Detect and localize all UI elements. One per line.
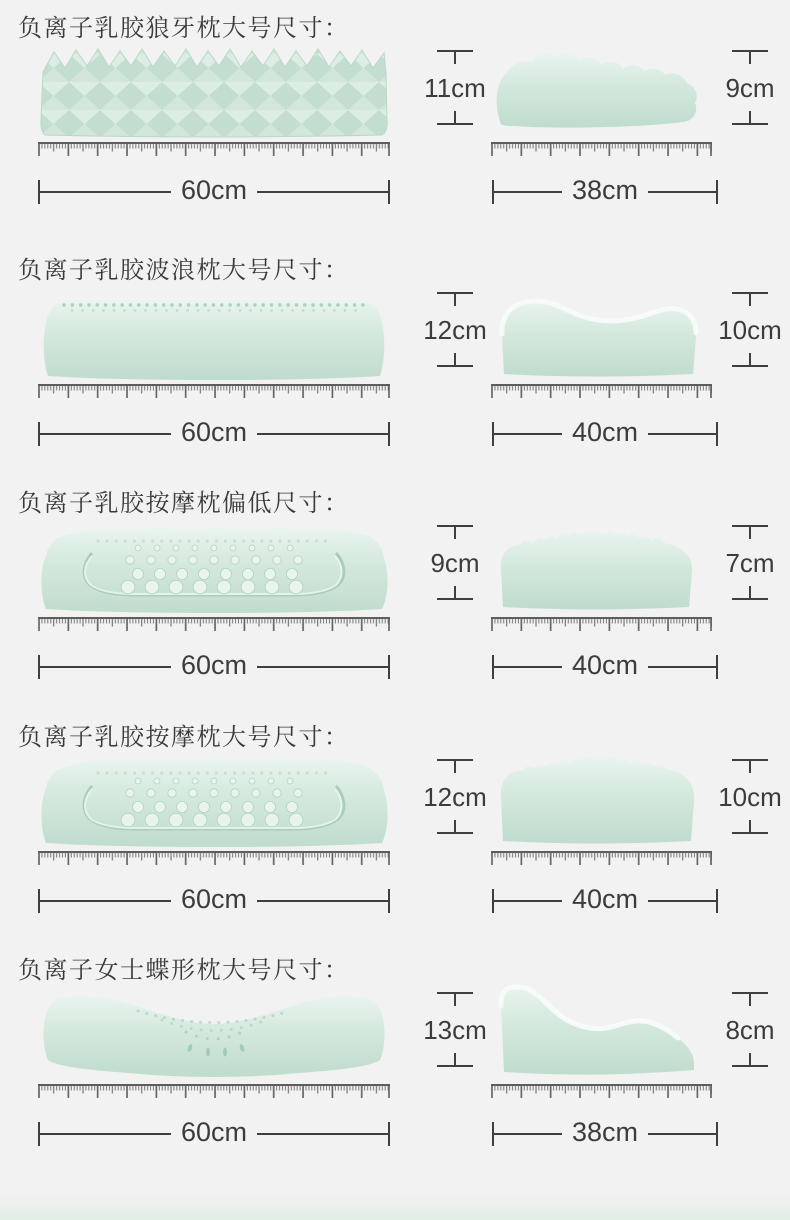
pillow-side-illustration [488, 280, 712, 380]
height-label: 11cm [424, 73, 486, 103]
ruler-icon [491, 851, 712, 871]
dimension-cap-icon [437, 292, 473, 307]
dimension-cap-icon [732, 819, 768, 834]
width-label: 60cm [180, 174, 248, 205]
width-dimension [38, 1116, 390, 1147]
pillow-side-illustration [488, 747, 712, 847]
dim-cap [716, 422, 718, 446]
width-label: 40cm [571, 416, 639, 447]
width-label: 40cm [571, 649, 639, 680]
height-indicator-right [714, 759, 786, 834]
dim-line [40, 433, 171, 435]
width-dimension [492, 416, 718, 447]
ruler-icon [491, 1084, 712, 1104]
ruler-icon [38, 617, 390, 637]
height-label: 10cm [718, 782, 782, 812]
width-dimension [492, 174, 718, 205]
height-label: 9cm [725, 73, 775, 103]
section-wolf-tooth [0, 8, 790, 244]
dimension-cap-icon [732, 50, 768, 65]
ruler-icon [38, 851, 390, 871]
height-indicator-left [420, 292, 490, 367]
dimension-cap-icon [732, 585, 768, 600]
dim-line [40, 900, 171, 902]
ruler-icon [491, 384, 712, 404]
dimension-cap-icon [437, 585, 473, 600]
dimension-cap-icon [732, 352, 768, 367]
height-indicator-right [714, 50, 786, 125]
width-label: 60cm [180, 883, 248, 914]
dim-line [257, 1133, 388, 1135]
dim-cap [388, 422, 390, 446]
height-indicator-right [714, 525, 786, 600]
section-massage-large [0, 717, 790, 953]
height-indicator-right [714, 292, 786, 367]
width-dimension [38, 416, 390, 447]
dim-line [648, 191, 716, 193]
dim-line [648, 433, 716, 435]
dim-line [257, 191, 388, 193]
width-label: 60cm [180, 649, 248, 680]
dim-line [494, 191, 562, 193]
dim-line [648, 666, 716, 668]
dim-line [494, 900, 562, 902]
height-label: 10cm [718, 315, 782, 345]
ruler-icon [38, 384, 390, 404]
dimension-cap-icon [732, 759, 768, 774]
dimension-cap-icon [732, 292, 768, 307]
ruler-icon [38, 1084, 390, 1104]
dimension-cap-icon [437, 50, 473, 65]
height-indicator-left [420, 992, 490, 1067]
height-indicator-left [420, 50, 490, 125]
dim-line [494, 666, 562, 668]
dimension-cap-icon [437, 759, 473, 774]
dimension-cap-icon [437, 992, 473, 1007]
dim-line [648, 900, 716, 902]
dimension-cap-icon [437, 352, 473, 367]
dim-line [257, 900, 388, 902]
dim-line [257, 666, 388, 668]
pillow-front-illustration [38, 282, 390, 380]
dimension-cap-icon [732, 992, 768, 1007]
width-label: 60cm [180, 416, 248, 447]
dim-cap [716, 889, 718, 913]
section-title: 负离子乳胶按摩枕大号尺寸： [18, 724, 350, 751]
height-indicator-right [714, 992, 786, 1067]
width-dimension [492, 1116, 718, 1147]
height-label: 12cm [423, 782, 487, 812]
pillow-front-illustration [38, 40, 390, 138]
dimension-cap-icon [732, 110, 768, 125]
section-title: 负离子女士蝶形枕大号尺寸： [18, 957, 350, 984]
dim-line [40, 666, 171, 668]
dimension-cap-icon [732, 525, 768, 540]
pillow-side-illustration [488, 513, 712, 613]
pillow-front-illustration [38, 515, 390, 613]
height-indicator-left [420, 759, 490, 834]
ruler-icon [38, 142, 390, 162]
width-dimension [492, 883, 718, 914]
width-dimension [492, 649, 718, 680]
pillow-front-illustration [38, 982, 390, 1080]
next-image-preview-band [0, 1194, 790, 1220]
width-label: 60cm [180, 1116, 248, 1147]
width-label: 40cm [571, 883, 639, 914]
height-indicator-left [420, 525, 490, 600]
width-label: 38cm [571, 1116, 639, 1147]
pillow-side-illustration [488, 38, 712, 138]
width-dimension [38, 883, 390, 914]
ruler-icon [491, 617, 712, 637]
dim-cap [388, 889, 390, 913]
dim-cap [388, 180, 390, 204]
section-title: 负离子乳胶波浪枕大号尺寸： [18, 257, 350, 284]
dim-cap [388, 655, 390, 679]
section-butterfly [0, 950, 790, 1186]
section-title: 负离子乳胶按摩枕偏低尺寸： [18, 490, 350, 517]
dimension-cap-icon [732, 1052, 768, 1067]
dimension-cap-icon [437, 525, 473, 540]
dim-line [257, 433, 388, 435]
dim-line [40, 1133, 171, 1135]
pillow-side-illustration [488, 972, 712, 1080]
width-dimension [38, 174, 390, 205]
dimension-cap-icon [437, 819, 473, 834]
section-massage-low [0, 483, 790, 719]
width-label: 38cm [571, 174, 639, 205]
section-title: 负离子乳胶狼牙枕大号尺寸： [18, 15, 350, 42]
dim-cap [716, 180, 718, 204]
width-dimension [38, 649, 390, 680]
dim-line [40, 191, 171, 193]
dim-line [494, 1133, 562, 1135]
dim-line [494, 433, 562, 435]
height-label: 12cm [423, 315, 487, 345]
section-wave [0, 250, 790, 486]
height-label: 13cm [423, 1015, 487, 1045]
dim-line [648, 1133, 716, 1135]
height-label: 9cm [430, 548, 480, 578]
ruler-icon [491, 142, 712, 162]
height-label: 7cm [725, 548, 775, 578]
dim-cap [388, 1122, 390, 1146]
dim-cap [716, 655, 718, 679]
dim-cap [716, 1122, 718, 1146]
pillow-front-illustration [38, 749, 390, 847]
height-label: 8cm [725, 1015, 775, 1045]
dimension-cap-icon [437, 110, 473, 125]
dimension-cap-icon [437, 1052, 473, 1067]
